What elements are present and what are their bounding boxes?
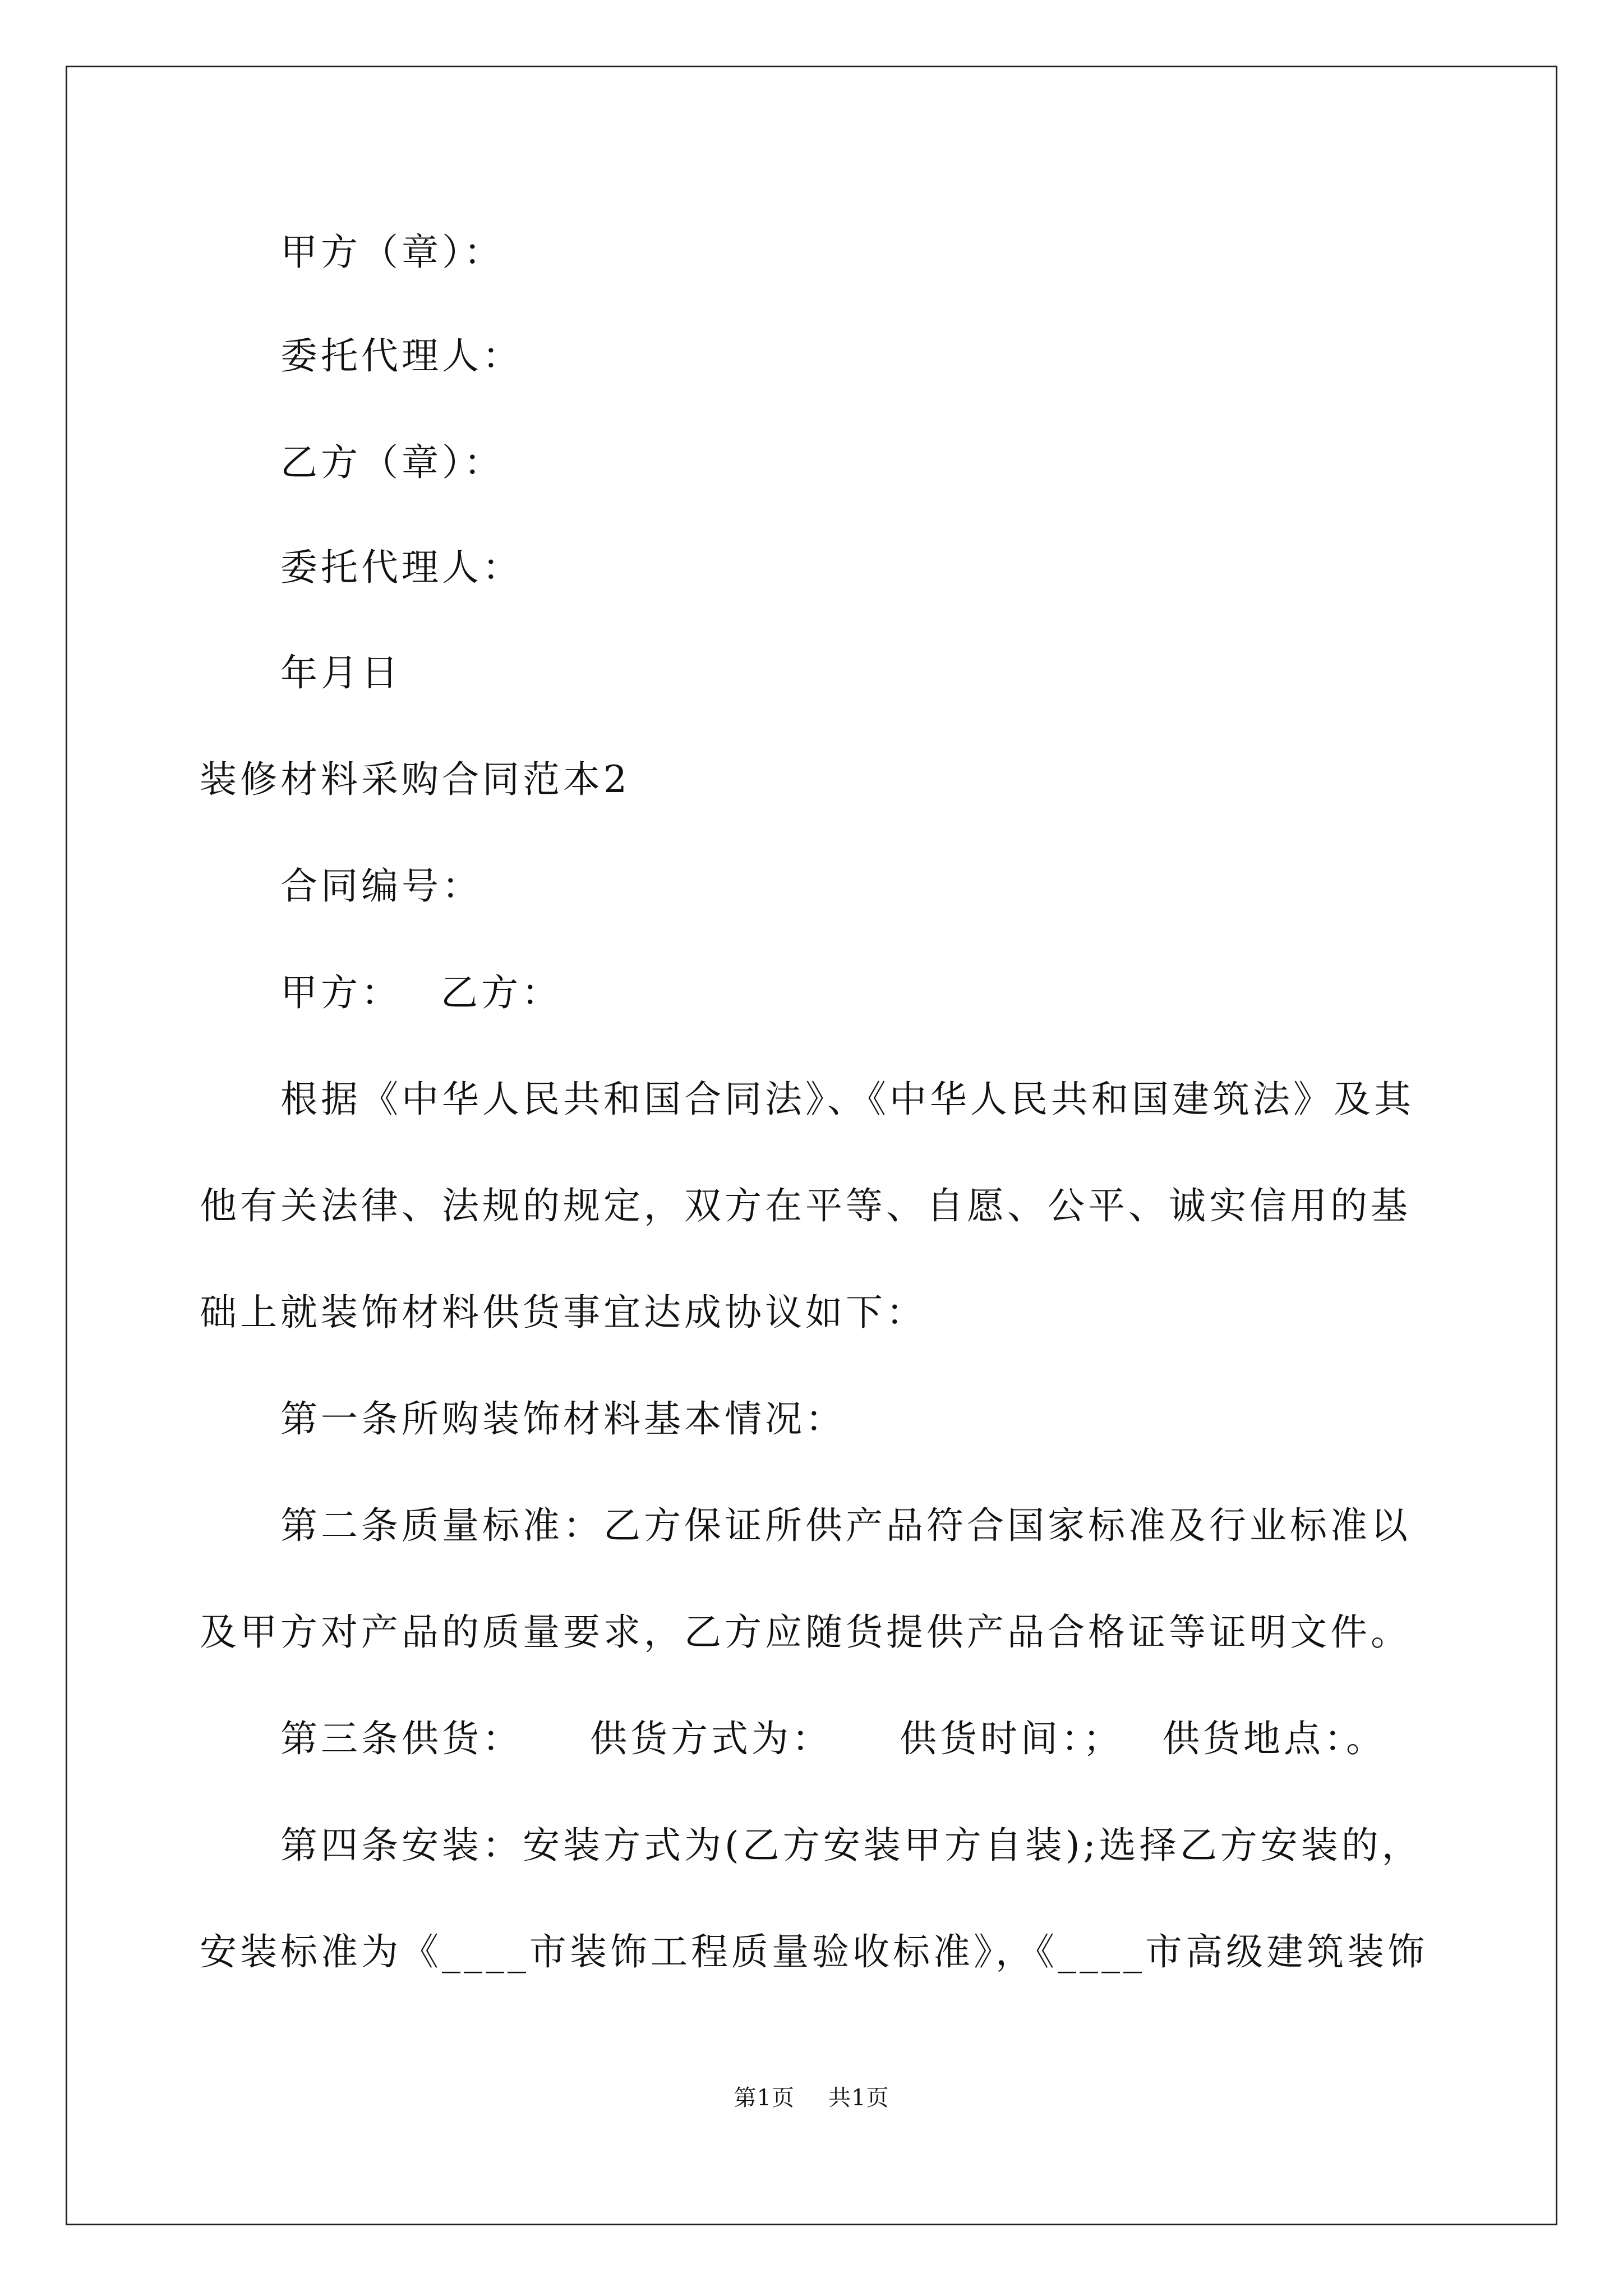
paragraph-line: 根据《中华人民共和国合同法》、《中华人民共和国建筑法》及其 — [280, 1078, 1414, 1121]
supply-location-label: 供货地点：。 — [1163, 1717, 1386, 1760]
page-border — [66, 66, 1557, 2225]
party-a-label: 甲方： — [280, 971, 402, 1014]
party-a-seal-line: 甲方（章）： — [280, 231, 504, 274]
parties-line — [280, 970, 562, 1015]
party-b-agent-line: 委托代理人： — [280, 546, 523, 589]
article-1-line: 第一条所购装饰材料基本情况： — [280, 1397, 846, 1441]
section-title: 装修材料采购合同范本2 — [200, 758, 630, 801]
party-b-label: 乙方： — [441, 971, 562, 1014]
page-current: 第1页 — [734, 2085, 795, 2111]
party-a-agent-line: 委托代理人： — [280, 334, 523, 378]
paragraph-line: 他有关法律、法规的规定，双方在平等、自愿、公平、诚实信用的基 — [200, 1184, 1411, 1227]
supply-time-label: 供货时间：； — [900, 1717, 1123, 1760]
date-line: 年月日 — [280, 651, 402, 694]
article-3-label: 第三条供货： — [280, 1717, 523, 1760]
article-4-line: 安装标准为《____市装饰工程质量验收标准》，《____市高级建筑装饰 — [200, 1930, 1428, 1973]
article-2-line: 及甲方对产品的质量要求，乙方应随货提供产品合格证等证明文件。 — [200, 1611, 1411, 1654]
article-4-line: 第四条安装：安装方式为(乙方安装甲方自装);选择乙方安装的， — [280, 1824, 1422, 1867]
contract-number-line: 合同编号： — [280, 864, 482, 908]
article-3-line — [280, 1717, 1386, 1761]
article-2-line: 第二条质量标准：乙方保证所供产品符合国家标准及行业标准以 — [280, 1504, 1411, 1547]
paragraph-line: 础上就装饰材料供货事宜达成协议如下： — [200, 1291, 926, 1334]
supply-method-label: 供货方式为： — [590, 1717, 832, 1760]
party-b-seal-line: 乙方（章）： — [280, 441, 504, 484]
page-total: 共1页 — [828, 2085, 889, 2111]
page-footer — [0, 2084, 1623, 2112]
